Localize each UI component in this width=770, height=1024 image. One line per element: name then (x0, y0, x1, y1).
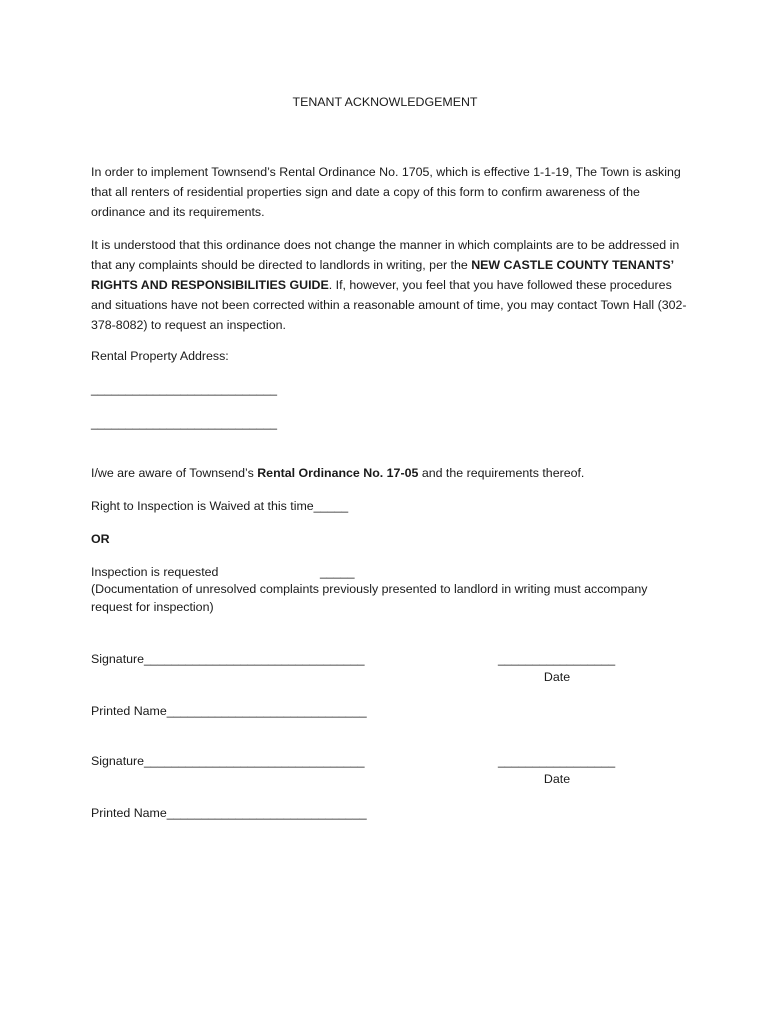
signature-line-2[interactable]: Signature________________________________ (91, 754, 365, 768)
date-line-1[interactable]: _________________ (498, 652, 616, 666)
date-line-2[interactable]: _________________ (498, 754, 616, 768)
complaints-text-2: . If, however, you feel that you have followed these procedures and situations have not been corrected within a reasonable amount of time, you may contact Town Hall (302-378-8082) to request an inspection. (91, 278, 687, 332)
inspection-note-line-1: (Documentation of unresolved complaints previously presented to landlord in writing must accompany (91, 582, 648, 596)
printed-name-line-2[interactable]: Printed Name_____________________________ (91, 806, 367, 820)
inspection-blank[interactable]: _____ (320, 565, 355, 579)
or-separator: OR (91, 532, 110, 546)
address-line-2[interactable]: ___________________________ (91, 416, 278, 430)
address-line-1[interactable]: ___________________________ (91, 382, 278, 396)
date-label-2: Date (543, 772, 571, 786)
aware-text-2: and the requirements thereof. (418, 466, 585, 480)
aware-text-1: I/we are aware of Townsend’s (91, 466, 258, 480)
waived-option[interactable]: Right to Inspection is Waived at this time_____ (91, 499, 349, 513)
complaints-paragraph (91, 235, 691, 335)
inspection-label: Inspection is requested (91, 565, 219, 579)
document-title: TENANT ACKNOWLEDGEMENT (292, 95, 478, 109)
aware-statement (91, 466, 584, 480)
inspection-note-line-2: request for inspection) (91, 600, 214, 614)
complaints-text-1: It is understood that this ordinance does not change the manner in which complaints are to be addressed in that any complaints should be directed to landlords in writing, per the (91, 238, 680, 272)
address-label: Rental Property Address: (91, 349, 229, 363)
signature-line-1[interactable]: Signature________________________________ (91, 652, 365, 666)
intro-paragraph: In order to implement Townsend’s Rental Ordinance No. 1705, which is effective 1-1-19, The Town is asking that all renters of residential properties sign and date a copy of this form to confirm awareness of the ordinance and its requirements. (91, 165, 681, 219)
date-label-1: Date (543, 670, 571, 684)
guide-title: NEW CASTLE COUNTY TENANTS’ RIGHTS AND RESPONSIBILITIES GUIDE (91, 258, 674, 292)
printed-name-line-1[interactable]: Printed Name_____________________________ (91, 704, 367, 718)
ordinance-name: Rental Ordinance No. 17-05 (257, 466, 419, 480)
